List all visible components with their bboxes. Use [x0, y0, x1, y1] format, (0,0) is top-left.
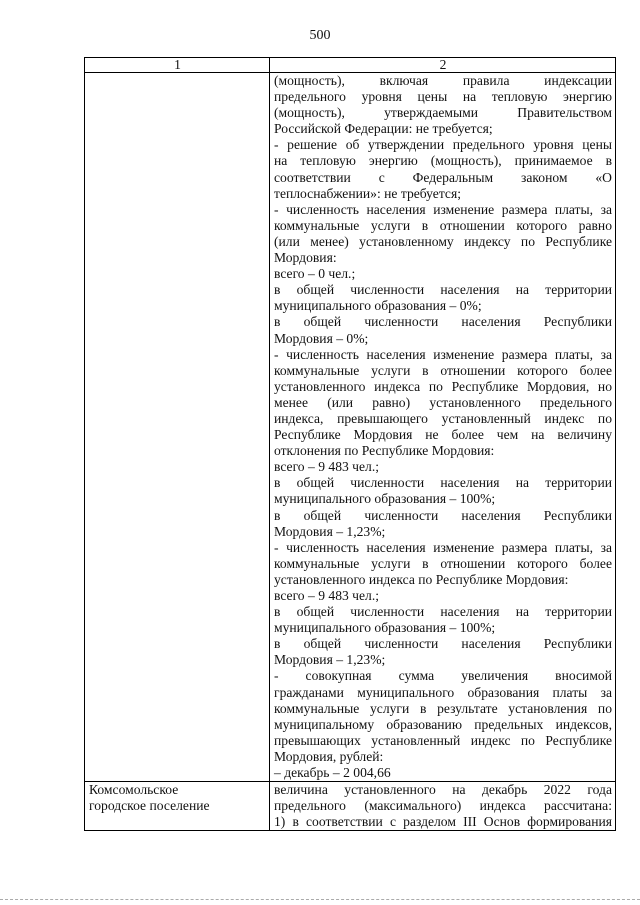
text-line: Мордовия, рублей:	[274, 748, 384, 764]
text-line: превышающих установленный индекс по Республике	[274, 732, 612, 748]
text-line: коммунальные услуги в результате установления по	[274, 700, 612, 716]
text-line: муниципального образования – 100%;	[274, 491, 496, 507]
table-row	[85, 73, 616, 782]
text-line: Республике Мордовия не более чем на величину	[274, 427, 612, 443]
table-row	[85, 782, 616, 831]
text-line: коммунальные услуги в отношении которого более	[274, 555, 612, 571]
text-line: городское поселение	[89, 798, 210, 814]
text-line: предельного уровня цены на тепловую энергию	[274, 89, 612, 105]
text-line: всего – 9 483 чел.;	[274, 588, 380, 603]
row1-col1-cell	[85, 73, 270, 782]
text-line: установленного индекса по Республике Мордовия:	[274, 571, 569, 587]
text-line: всего – 0 чел.;	[274, 266, 356, 282]
row2-col2-cell	[270, 782, 616, 831]
text-line: Мордовия – 1,23%;	[274, 523, 386, 539]
text-line: (мощность), включая правила индексации	[274, 73, 612, 88]
text-line: муниципального образования – 100%;	[274, 620, 496, 636]
document-table	[84, 57, 616, 831]
text-line: - численность населения изменение размера платы, за	[274, 539, 612, 555]
text-line: (мощность), утверждаемыми Правительством	[274, 105, 612, 121]
text-line: на тепловую энергию (мощность), принимаемое в	[274, 153, 612, 169]
text-line: - численность населения изменение размера платы, за	[274, 201, 612, 217]
text-line: соответствии с Федеральным законом «О	[274, 169, 612, 185]
text-line: установленного индекса по Республике Мордовия, но	[274, 378, 612, 394]
text-line: Мордовия – 1,23%;	[274, 652, 386, 668]
text-line: коммунальные услуги в отношении которого более	[274, 362, 612, 378]
text-line: гражданами муниципального образования платы за	[274, 684, 612, 700]
text-line: индекса, превышающего установленный индекс по	[274, 410, 612, 426]
page-bottom-divider	[0, 899, 640, 900]
text-line: коммунальные услуги в отношении которого равно	[274, 217, 612, 233]
text-line: – декабрь – 2 004,66	[274, 765, 391, 781]
text-line: в общей численности населения Республики	[274, 636, 612, 652]
text-line: Мордовия – 0%;	[274, 330, 369, 346]
row2-col1-cell	[85, 782, 270, 831]
page-number: 500	[309, 28, 331, 43]
row1-col2-cell	[270, 73, 616, 782]
column-header-1: 1	[85, 58, 270, 73]
text-line: предельного (максимального) индекса рассчитана:	[274, 798, 612, 814]
text-line: Мордовия:	[274, 250, 337, 266]
text-line: в общей численности населения на территории	[274, 475, 612, 491]
text-line: в общей численности населения на территории	[274, 604, 612, 620]
text-line: - численность населения изменение размера платы, за	[274, 346, 612, 362]
text-line: (или менее) установленному индексу по Республике	[274, 233, 612, 249]
column-header-2: 2	[270, 58, 616, 73]
text-line: величина установленного на декабрь 2022 года	[274, 782, 612, 798]
text-line: муниципального образования – 0%;	[274, 298, 482, 314]
text-line: всего – 9 483 чел.;	[274, 459, 380, 475]
text-line: в общей численности населения на территории	[274, 282, 612, 298]
text-line: Комсомольское	[89, 782, 179, 798]
text-line: теплоснабжении»: не требуется;	[274, 185, 461, 201]
text-line: менее (или равно) установленного предельного	[274, 394, 612, 410]
table-header-row	[85, 58, 616, 73]
text-line: Российской Федерации: не требуется;	[274, 121, 493, 137]
text-line: муниципальному образованию предельных индексов,	[274, 716, 612, 732]
text-line: 1) в соответствии с разделом III Основ формирования	[274, 814, 612, 830]
text-line: - решение об утверждении предельного уровня цены	[274, 137, 612, 153]
text-line: отклонения по Республике Мордовия:	[274, 443, 495, 459]
text-line: в общей численности населения Республики	[274, 507, 612, 523]
text-line: - совокупная сумма увеличения вносимой	[274, 668, 612, 684]
text-line: в общей численности населения Республики	[274, 314, 612, 330]
